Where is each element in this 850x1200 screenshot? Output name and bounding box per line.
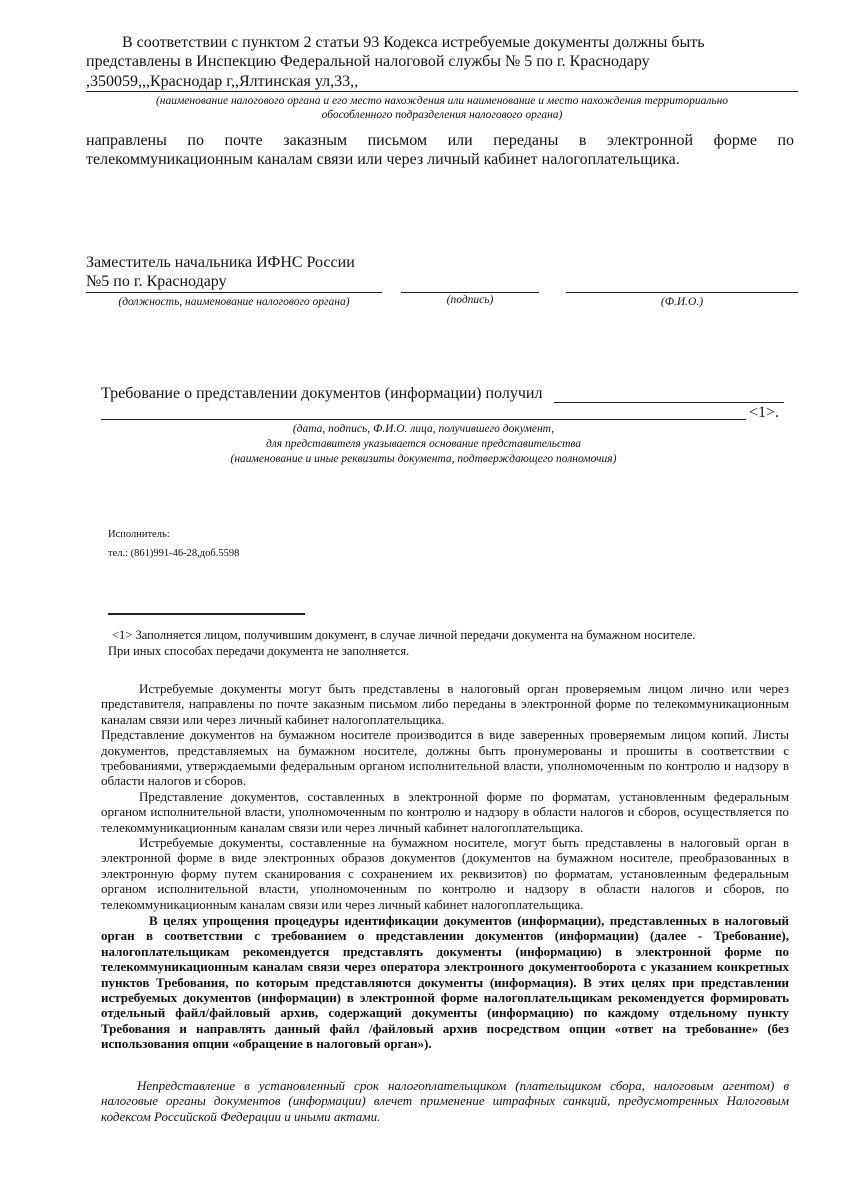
signer-position-line-1: Заместитель начальника ИФНС России <box>86 254 355 271</box>
header-line-1: В соответствии с пунктом 2 статьи 93 Кодекса истребуемые документы должны быть <box>122 34 705 51</box>
recommendation-text: В целях упрощения процедуры идентификации документов (информации), представленных в налоговый орган в соответствии с требованием о представлении документов (информации) (далее - Требование), налогоплательщикам рекомендуется представлять документы (информацию) в электронной форме по телекоммуникационным каналам связи через оператора электронного документооборота с указанием конкретных пунктов Требования, по которым представляются документы (информация). В этих целях при представлении истребуемых документов (информации) в электронной форме налогоплательщикам рекомендуется формировать отдельный файл/файловый архив, содержащий документы (информацию) по каждому отдельному пункту Требования и направлять данный файл /файловый архив посредством опции «ответ на требование» (без использования опции «обращение в налоговый орган»). <box>101 913 789 1052</box>
footnote-separator <box>108 613 305 615</box>
receipt-footnote-ref: <1>. <box>749 404 780 421</box>
body-text <box>101 681 789 912</box>
position-caption: (должность, наименование налогового органа) <box>118 296 350 308</box>
address-underline <box>86 91 798 92</box>
footnote-line-2: При иных способах передачи документа не заполняется. <box>108 644 410 658</box>
receipt-caption-3: (наименование и иные реквизиты документа, подтверждающего полномочия) <box>230 453 617 465</box>
signature-caption: (подпись) <box>446 294 494 306</box>
name-underline <box>566 292 798 293</box>
paragraph-electronic-documents: Представление документов, составленных в электронной форме по форматам, установленным федеральным органом исполнительной власти, уполномоченным по контролю и надзору в области налогов и сборов, осуществляется по телекоммуникационным каналам связи или через личный кабинет налогоплательщика. <box>101 788 789 835</box>
header-caption-2: обособленного подразделения налогового органа) <box>321 109 563 121</box>
executor-phone: тел.: (861)991-46-28,доб.5598 <box>108 548 240 559</box>
sent-line-1: направлены по почте заказным письмом или переданы в электронной форме по <box>86 132 794 149</box>
header-line-2: представлены в Инспекцию Федеральной налоговой службы № 5 по г. Краснодару <box>86 53 650 70</box>
paragraph-penalties <box>101 1078 789 1124</box>
paragraph-paper-documents: Представление документов на бумажном носителе производится в виде заверенных проверяемым лицом копий. Листы документов, представляемых на бумажном носителе, должны быть пронумерованы и прошиты в соответствии с требованиями, утверждаемыми федеральным органом исполнительной власти, уполномоченным по контролю и надзору в области налогов и сборов. <box>101 727 789 789</box>
receipt-caption-1: (дата, подпись, Ф.И.О. лица, получившего документ, <box>292 423 555 435</box>
header-caption-1: (наименование налогового органа и его место нахождения или наименование и место нахождения территориально <box>155 95 729 107</box>
executor-label: Исполнитель: <box>108 529 170 540</box>
penalties-text: Непредставление в установленный срок налогоплательщиком (плательщиком сбора, налоговым агентом) в налоговые органы документов (информации) влечет применение штрафных санкций, предусмотренных Налоговым кодексом Российской Федерации и иными актами. <box>101 1078 789 1124</box>
position-underline <box>86 292 382 293</box>
footnote-line-1: <1> Заполняется лицом, получившим документ, в случае личной передачи документа на бумажном носителе. <box>112 628 696 642</box>
paragraph-delivery-methods: Истребуемые документы могут быть представлены в налоговый орган проверяемым лицом лично или через представителя, направлены по почте заказным письмом либо переданы в электронной форме по телекоммуникационным каналам связи или через личный кабинет налогоплательщика. <box>101 681 789 727</box>
name-caption: (Ф.И.О.) <box>660 296 704 308</box>
paragraph-scanned-documents: Истребуемые документы, составленные на бумажном носителе, могут быть представлены в налоговый орган в электронной форме в виде электронных образов документов (документов на бумажном носителе, преобразованных в электронную форму путем сканирования с сохранением их реквизитов) по форматам, установленным федеральным органом исполнительной власти, уполномоченным по контролю и надзору в области налогов и сборов, по телекоммуникационным каналам связи или через личный кабинет налогоплательщика. <box>101 835 789 912</box>
receipt-underline-2 <box>101 419 746 420</box>
receipt-caption-2: для представителя указывается основание представительства <box>265 438 582 450</box>
sent-line-2: телекоммуникационным каналам связи или через личный кабинет налогоплательщика. <box>86 151 680 168</box>
header-address: ,350059,,,Краснодар г,,Ялтинская ул,33,, <box>86 73 359 90</box>
paragraph-recommendation <box>101 913 789 1052</box>
signer-position-line-2: №5 по г. Краснодару <box>86 273 227 290</box>
receipt-text: Требование о представлении документов (информации) получил <box>101 385 543 402</box>
